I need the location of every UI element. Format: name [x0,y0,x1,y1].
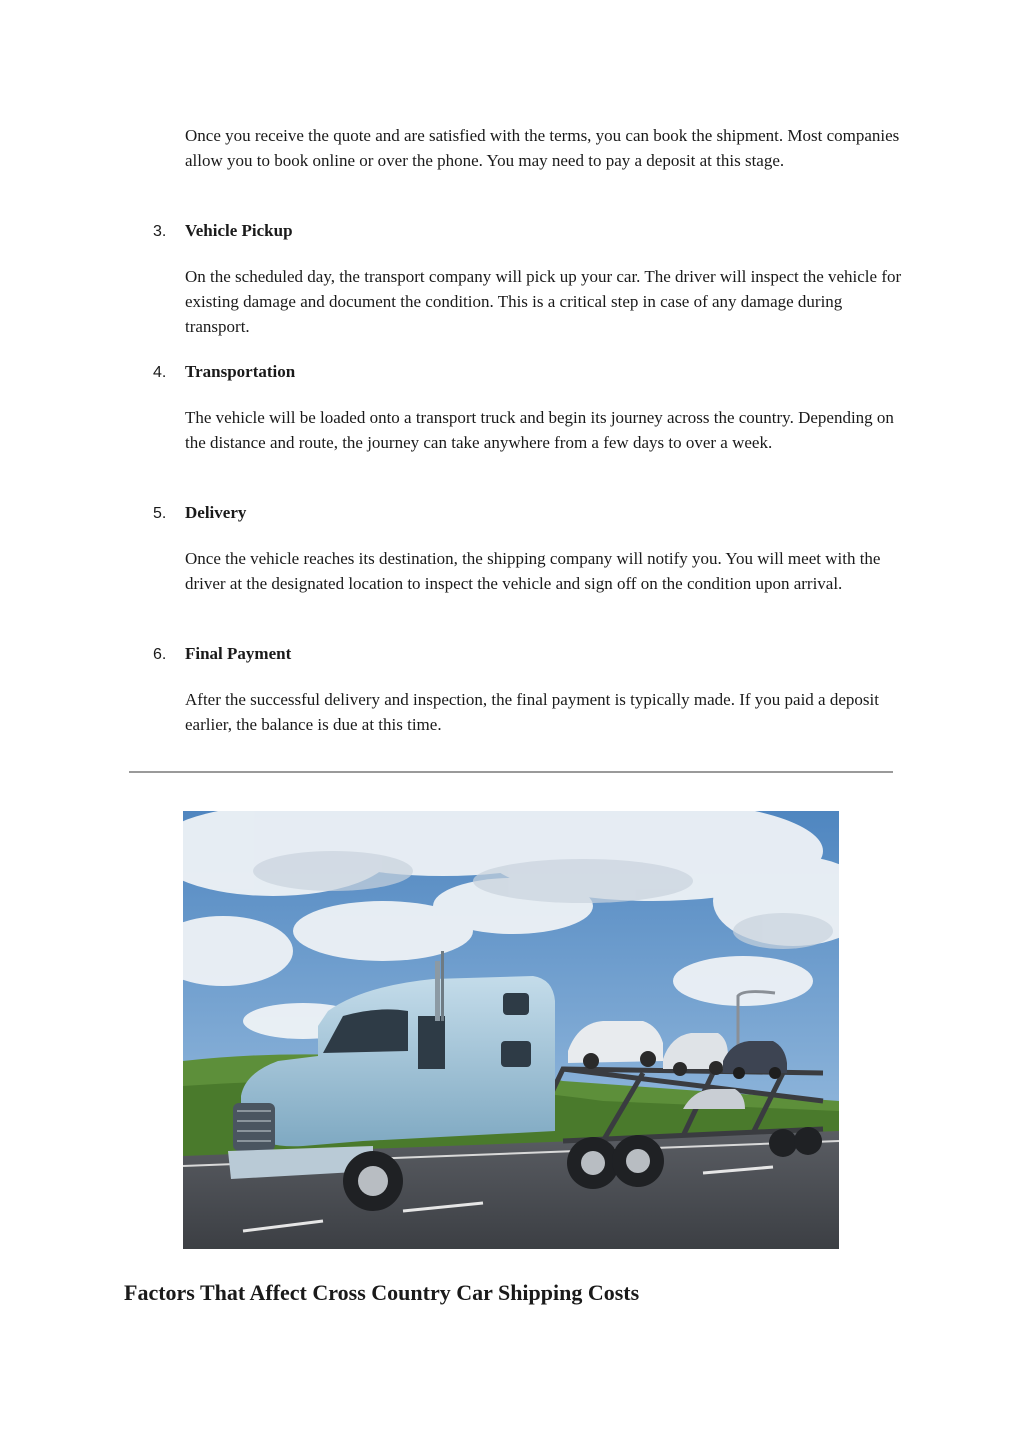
step-vehicle-pickup [153,219,853,244]
step-number: 5. [153,505,167,522]
horizontal-divider [129,771,893,773]
step-delivery [153,501,853,526]
step-final-payment [153,642,853,667]
step-paragraph: The vehicle will be loaded onto a transport truck and begin its journey across the country. Depending on the distance and route, the journey can take anywhere from a few days to over a week. [185,408,894,452]
step-paragraph: On the scheduled day, the transport company will pick up your car. The driver will inspect the vehicle for existing damage and document the condition. This is a critical step in case of any damage during transport. [185,267,902,336]
intro-paragraph: Once you receive the quote and are satisfied with the terms, you can book the shipment. Most companies allow you to book online or over the phone. You may need to pay a deposit at this stage. [185,126,900,170]
step-title: Transportation [185,362,296,381]
step-transportation [153,360,853,385]
step-number: 6. [153,646,167,663]
section-heading: Factors That Affect Cross Country Car Shipping Costs [124,1280,640,1305]
step-paragraph: Once the vehicle reaches its destination, the shipping company will notify you. You will meet with the driver at the designated location to inspect the vehicle and sign off on the condition upon arrival. [185,549,881,593]
step-number: 3. [153,223,167,240]
car-transport-truck-photo [183,811,839,1249]
step-paragraph: After the successful delivery and inspection, the final payment is typically made. If you paid a deposit earlier, the balance is due at this time. [185,690,879,734]
step-number: 4. [153,364,167,381]
step-title: Vehicle Pickup [185,221,293,240]
step-title: Final Payment [185,644,292,663]
step-title: Delivery [185,503,247,522]
